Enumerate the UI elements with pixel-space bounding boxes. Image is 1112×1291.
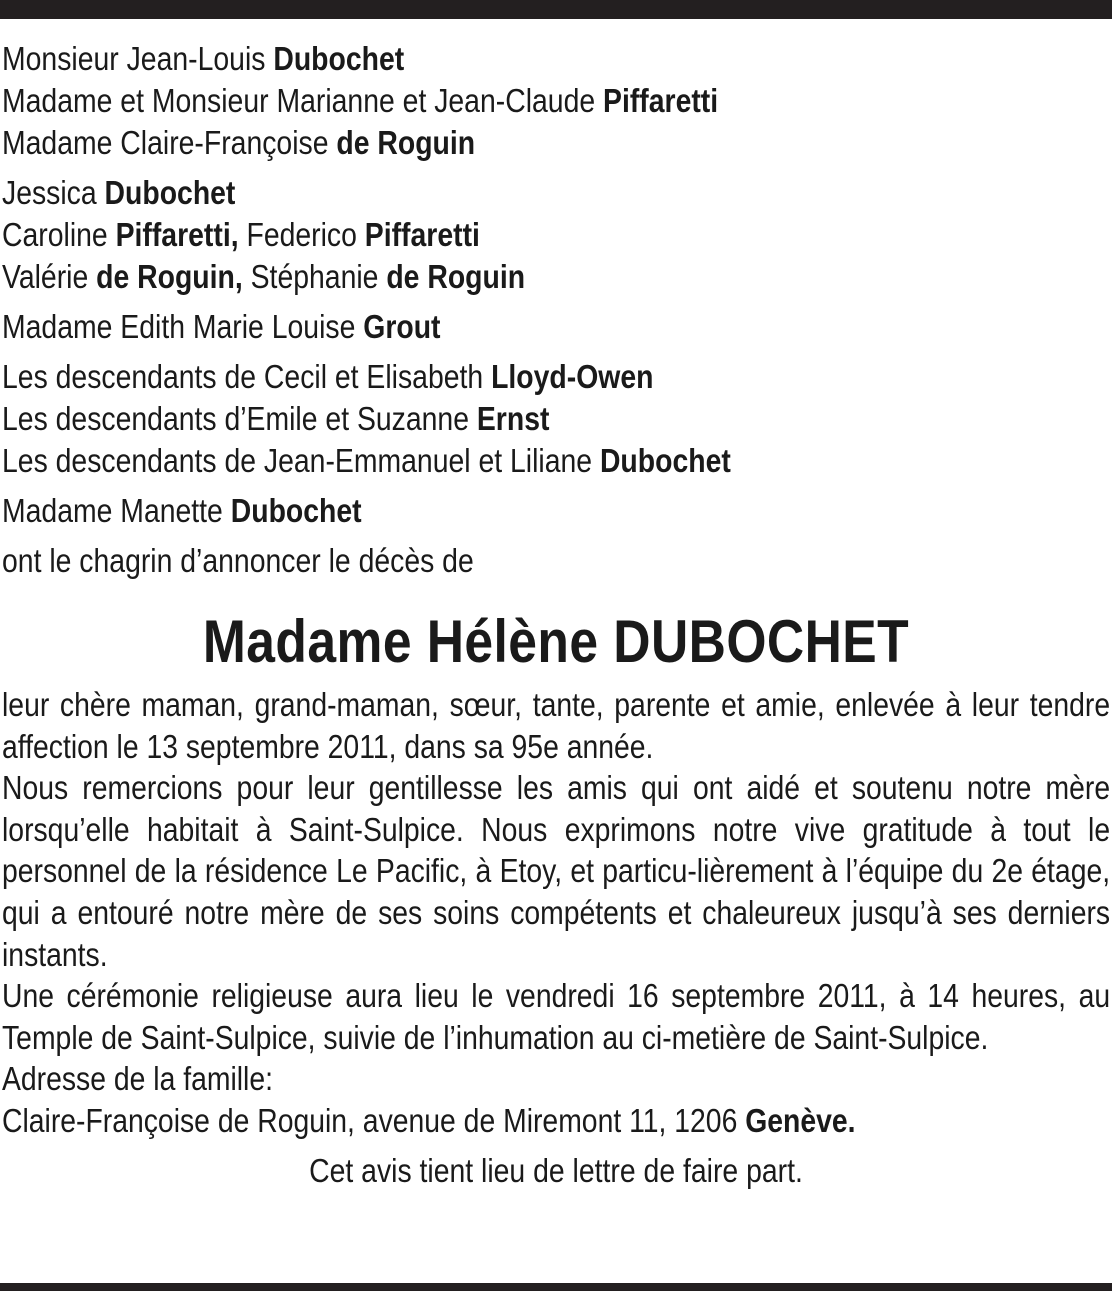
given-name: Les descendants d’Emile et Suzanne	[2, 400, 477, 437]
family-member-line	[2, 440, 955, 482]
paragraph-ceremony: Une cérémonie religieuse aura lieu le vendredi 16 septembre 2011, à 14 heures, au Temple de Saint-Sulpice, suivie de l’inhumation au ci-metière de Saint-Sulpice.	[2, 977, 1111, 1056]
surname: de Roguin	[336, 124, 476, 161]
given-name: Les descendants de Jean-Emmanuel et Liliane	[2, 442, 600, 479]
family-group	[2, 38, 1110, 164]
deceased-name: Madame Hélène DUBOCHET	[202, 608, 910, 675]
family-list	[2, 38, 1110, 532]
family-member-line	[2, 80, 955, 122]
given-name: Caroline	[2, 216, 116, 253]
family-group	[2, 490, 1110, 532]
surname-second: Piffaretti	[364, 216, 480, 253]
surname: Dubochet	[104, 174, 236, 211]
closing-note: Cet avis tient lieu de lettre de faire part.	[309, 1151, 803, 1189]
given-name: Valérie	[2, 258, 97, 295]
given-name: Madame Manette	[2, 492, 231, 529]
family-address	[2, 1100, 1110, 1142]
paragraph-tribute: leur chère maman, grand-maman, sœur, tante, parente et amie, enlevée à leur tendre affection le 13 septembre 2011, dans sa 95e année.	[2, 686, 1111, 765]
given-name: Madame et Monsieur Marianne et Jean-Claude	[2, 82, 604, 119]
family-member-line	[2, 172, 955, 214]
given-name: Monsieur Jean-Louis	[2, 40, 274, 77]
address-text: Claire-Françoise de Roguin, avenue de Miremont 11, 1206	[2, 1101, 746, 1139]
address-label: Adresse de la famille:	[2, 1060, 274, 1098]
given-name: Madame Edith Marie Louise	[2, 308, 364, 345]
family-member-line	[2, 356, 955, 398]
address-city: Genève.	[745, 1101, 856, 1139]
family-member-line	[2, 214, 955, 256]
paragraph-thanks: Nous remercions pour leur gentillesse les amis qui ont aidé et soutenu notre mère lorsqu’elle habitait à Saint-Sulpice. Nous exprimons notre vive gratitude à tout le personnel de la résidence Le Pacific, à Etoy, et particu-lièrement à l’équipe du 2e étage, qui a entouré notre mère de ses soins compétents et chaleureux jusqu’à ses derniers instants.	[2, 769, 1111, 973]
family-member-line	[2, 122, 955, 164]
surname: Piffaretti,	[115, 216, 239, 253]
family-member-line	[2, 490, 955, 532]
family-member-line	[2, 38, 955, 80]
surname: Dubochet	[599, 442, 731, 479]
given-name-second: Federico	[238, 216, 365, 253]
announcement-intro: ont le chagrin d’annoncer le décès de	[2, 542, 474, 579]
surname: Grout	[363, 308, 441, 345]
obituary-notice	[2, 38, 1110, 1192]
given-name-second: Stéphanie	[242, 258, 387, 295]
family-group	[2, 356, 1110, 482]
top-rule	[0, 0, 1112, 19]
family-group	[2, 172, 1110, 298]
family-group	[2, 306, 1110, 348]
surname: Ernst	[476, 400, 550, 437]
family-member-line	[2, 256, 955, 298]
given-name: Les descendants de Cecil et Elisabeth	[2, 358, 492, 395]
given-name: Madame Claire-Françoise	[2, 124, 337, 161]
bottom-rule	[0, 1283, 1112, 1291]
given-name: Jessica	[2, 174, 105, 211]
family-member-line	[2, 398, 955, 440]
surname-second: de Roguin	[386, 258, 526, 295]
family-member-line	[2, 306, 955, 348]
surname: Piffaretti	[603, 82, 719, 119]
surname: Dubochet	[230, 492, 362, 529]
surname: Dubochet	[273, 40, 405, 77]
surname: de Roguin,	[96, 258, 243, 295]
surname: Lloyd-Owen	[491, 358, 654, 395]
